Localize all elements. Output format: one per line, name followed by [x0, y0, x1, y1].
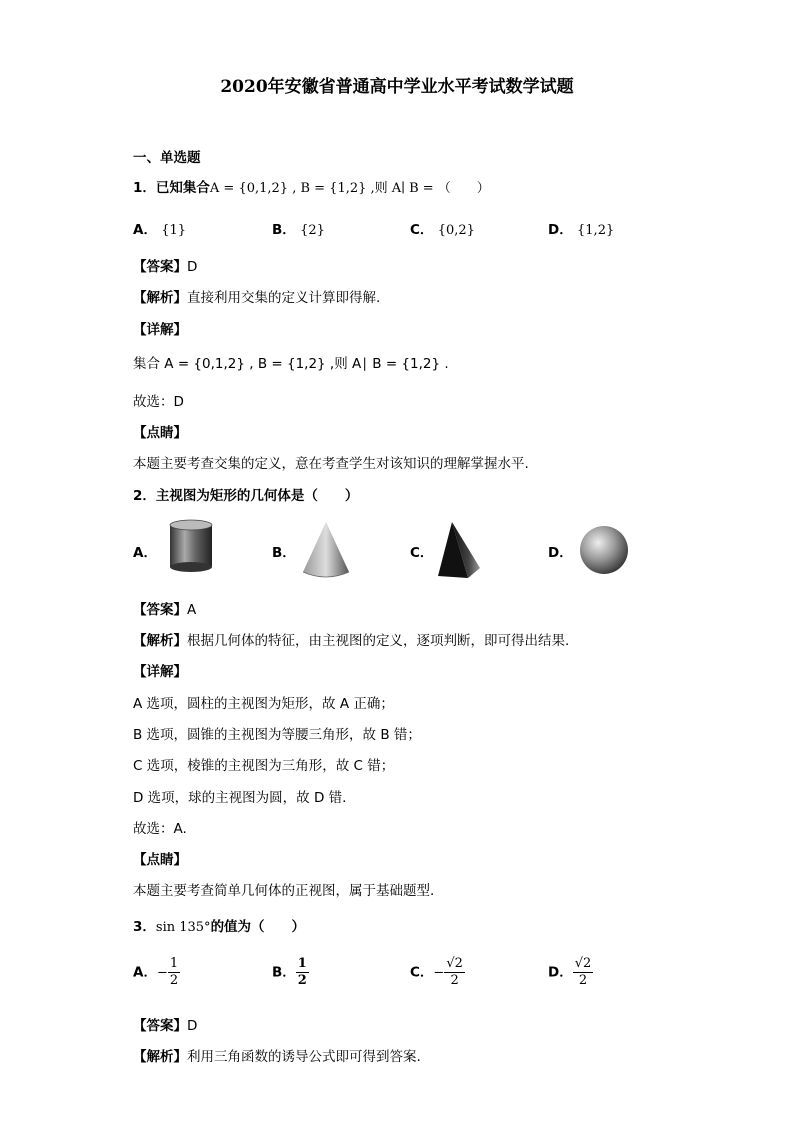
q2-comment-heading: 【点睛】 — [133, 852, 187, 868]
question-2-stem: 2．主视图为矩形的几何体是（ ） — [133, 488, 359, 504]
q2-option-b: B． — [272, 545, 296, 561]
q1-analysis: 【解析】直接利用交集的定义计算即得解. — [133, 290, 381, 306]
question-1-stem — [133, 176, 490, 196]
q3-answer: 【答案】D — [133, 1018, 198, 1034]
question-1-math: A = {0,1,2} , B = {1,2} ,则 A∣ B = （ ） — [209, 181, 490, 196]
q3-option-b: B． $\frac{1}{2}$ — [272, 956, 307, 988]
q1-option-c: C． {0,2} — [410, 222, 475, 238]
q1-option-b: B． {2} — [272, 222, 325, 238]
q2-detail-d: D 选项，球的主视图为圆，故 D 错. — [133, 790, 347, 806]
q1-comment-heading: 【点睛】 — [133, 425, 187, 441]
q1-option-a: A． {1} — [133, 222, 187, 238]
q3-analysis: 【解析】利用三角函数的诱导公式即可得到答案. — [133, 1049, 421, 1065]
cone-icon — [300, 520, 352, 582]
sphere-icon — [578, 524, 630, 576]
q1-choice: 故选：D — [133, 394, 184, 410]
section-heading: 一、单选题 — [133, 150, 201, 166]
pyramid-icon — [434, 520, 484, 580]
q3-option-a: A．− $\frac{1}{2}$ — [133, 956, 179, 988]
cylinder-icon — [166, 518, 216, 574]
q2-detail-b: B 选项，圆锥的主视图为等腰三角形，故 B 错； — [133, 727, 421, 743]
q2-detail-heading: 【详解】 — [133, 664, 187, 680]
q1-option-d: D． {1,2} — [548, 222, 615, 238]
q2-comment: 本题主要考查简单几何体的正视图，属于基础题型. — [133, 883, 435, 899]
q2-analysis: 【解析】根据几何体的特征，由主视图的定义，逐项判断，即可得出结果. — [133, 633, 570, 649]
q1-comment: 本题主要考查交集的定义，意在考查学生对该知识的理解掌握水平. — [133, 456, 529, 472]
q2-option-d: D． — [548, 545, 573, 561]
q2-detail-a: A 选项，圆柱的主视图为矩形，故 A 正确； — [133, 696, 394, 712]
q3-option-c: C．− $\frac{√2}{2}$ — [410, 956, 463, 988]
question-3-stem: 3．sin 135°的值为（ ） — [133, 919, 306, 935]
q1-detail: 集合 A = {0,1,2} , B = {1,2} ,则 A∣ B = {1,2} . — [133, 356, 449, 372]
q2-option-c: C． — [410, 545, 434, 561]
q1-detail-heading: 【详解】 — [133, 322, 187, 338]
q2-choice: 故选：A. — [133, 821, 187, 837]
question-1-prefix: 1．已知集合 — [133, 180, 210, 196]
q1-answer: 【答案】D — [133, 259, 198, 275]
page-title: 2020年安徽省普通高中学业水平考试数学试题 — [220, 77, 574, 97]
q3-option-d: D． $\frac{√2}{2}$ — [548, 956, 592, 988]
q2-detail-c: C 选项，棱锥的主视图为三角形，故 C 错； — [133, 758, 395, 774]
q2-answer: 【答案】A — [133, 602, 197, 618]
q2-option-a: A． — [133, 545, 157, 561]
